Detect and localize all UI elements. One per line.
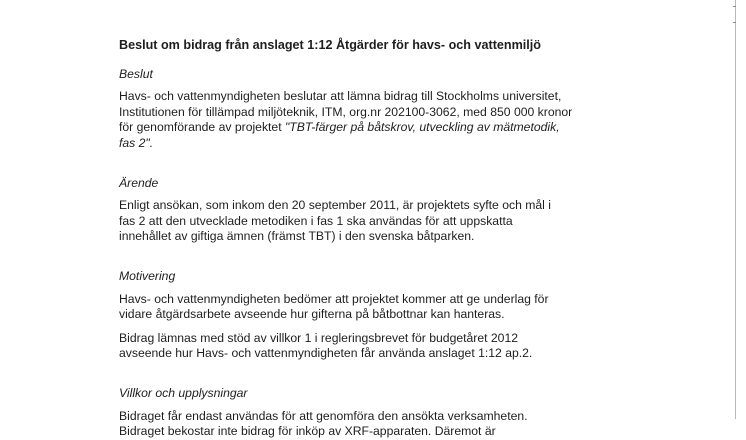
- page-edge-mark: [733, 22, 736, 23]
- text-line: Enligt ansökan, som inkom den 20 september 2011, är projektets syfte och mål i: [119, 198, 551, 213]
- section-heading-beslut: Beslut: [119, 66, 153, 81]
- section-text-motivering-2: [119, 331, 719, 362]
- section-heading-villkor: Villkor och upplysningar: [119, 385, 248, 400]
- project-name: "TBT-färger på båtskrov, utveckling av mätmetodik,: [284, 120, 560, 135]
- text-line: Havs- och vattenmyndigheten beslutar att lämna bidrag till Stockholms universitet,: [119, 89, 562, 104]
- page-edge-mark: [733, 6, 736, 7]
- document-title: Beslut om bidrag från anslaget 1:12 Åtgärder för havs- och vattenmiljö: [119, 38, 541, 52]
- text-line-cut-off: Bidraget bekostar inte bidrag för inköp av XRF-apparaten. Däremot är: [119, 424, 496, 439]
- text-line: fas 2 att den utvecklade metodiken i fas 1 ska användas för att uppskatta: [119, 213, 513, 228]
- text-fragment: för genomförande av projektet: [119, 120, 285, 135]
- page-edge-line: [735, 0, 736, 419]
- text-line: [119, 136, 719, 152]
- section-heading-motivering: Motivering: [119, 268, 176, 283]
- section-text-beslut: [119, 89, 719, 151]
- section-heading-arende: Ärende: [119, 175, 159, 190]
- section-text-motivering-1: [119, 292, 719, 323]
- text-line: Bidraget får endast användas för att genomföra den ansökta verksamheten.: [119, 408, 528, 423]
- text-line: vidare åtgärdsarbete avseende hur gifterna på båtbottnar kan hanteras.: [119, 307, 505, 322]
- text-line: [119, 120, 719, 136]
- document-body: [119, 38, 719, 439]
- section-text-arende: [119, 198, 719, 245]
- text-line: avseende hur Havs- och vattenmyndigheten får använda anslaget 1:12 ap.2.: [119, 346, 533, 361]
- section-text-villkor: [119, 408, 719, 439]
- text-line: innehållet av giftiga ämnen (främst TBT) i den svenska båtparken.: [119, 229, 475, 244]
- text-line: Institutionen för tillämpad miljöteknik, ITM, org.nr 202100-3062, med 850 000 kronor: [119, 104, 573, 119]
- text-line: Havs- och vattenmyndigheten bedömer att projektet kommer att ge underlag för: [119, 291, 549, 306]
- project-name-continued: fas 2".: [119, 135, 154, 150]
- text-line: Bidrag lämnas med stöd av villkor 1 i regleringsbrevet för budgetåret 2012: [119, 330, 519, 345]
